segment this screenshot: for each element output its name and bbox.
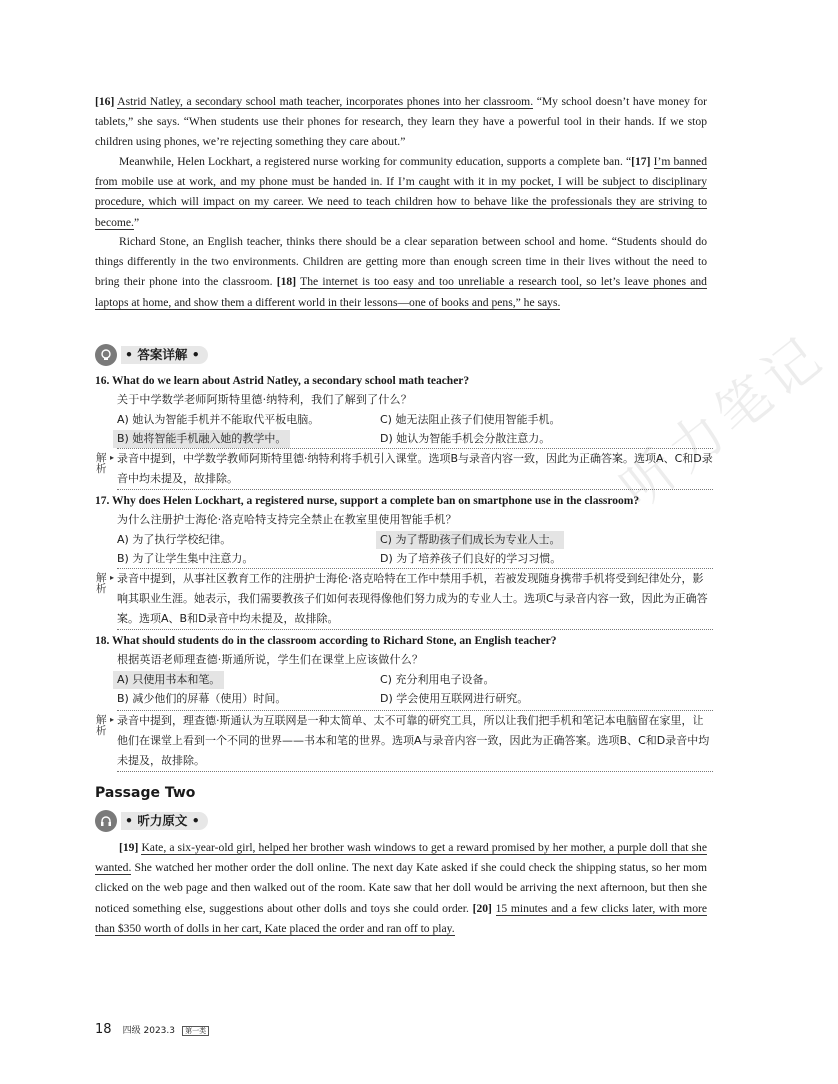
magazine-issue: 四级 2023.3 — [122, 1026, 175, 1036]
explanation-18: 录音中提到，理查德·斯通认为互联网是一种太简单、太不可靠的研究工具，所以让我们把手机和笔记本电脑留在家里，让他们在课堂上看到一个不同的世界——书本和笔的世界。选项A与录音内容一致，因此为正确答案。选项B、C和D录音中均未提及，故排除。 — [117, 710, 713, 772]
underlined-20: 15 minutes and a few clicks later, with more than $350 worth of dolls in her cart, Kate placed the order and ran off to play. — [95, 901, 707, 935]
tag-17: [17] — [631, 155, 651, 168]
q18-option-a: A) 只使用书本和笔。 — [113, 671, 224, 689]
issue-badge: 第一类 — [182, 1026, 209, 1036]
expl-label-18: 解析 — [96, 714, 107, 737]
question-18-zh: 根据英语老师理查德·斯通所说，学生们在课堂上应该做什么？ — [117, 653, 424, 666]
footer — [95, 1018, 209, 1037]
q17-option-c: C) 为了帮助孩子们成长为专业人士。 — [376, 531, 564, 549]
question-16: 16. What do we learn about Astrid Natley, a secondary school math teacher? — [95, 375, 470, 387]
q18-option-b: B) 减少他们的屏幕（使用）时间。 — [117, 692, 287, 705]
answers-header — [95, 344, 208, 366]
arrow-icon: ▸ — [110, 715, 115, 724]
q18-option-d: D) 学会使用互联网进行研究。 — [380, 692, 529, 705]
tag-18: [18] — [276, 275, 297, 289]
tag-19: [19] — [119, 841, 139, 854]
q16-option-b: B) 她将智能手机融入她的教学中。 — [113, 430, 290, 448]
page-number: 18 — [95, 1022, 112, 1037]
question-17: 17. Why does Helen Lockhart, a registered nurse, support a complete ban on smartphone use in the classroom? — [95, 495, 640, 507]
underlined-18: The internet is too easy and too unreliable a research tool, so let’s leave phones and laptops at home, and show them a different world in their lessons—one of books and pens,” he says. — [95, 275, 707, 309]
paragraph-19-20 — [95, 838, 707, 939]
question-17-zh: 为什么注册护士海伦·洛克哈特支持完全禁止在教室里使用智能手机？ — [117, 513, 457, 526]
question-16-zh: 关于中学数学老师阿斯特里德·纳特利，我们了解到了什么？ — [117, 393, 412, 406]
q16-option-d: D) 她认为智能手机会分散注意力。 — [380, 432, 551, 445]
explanation-17: 录音中提到，从事社区教育工作的注册护士海伦·洛克哈特在工作中禁用手机，若被发现随身携带手机将受到纪律处分，影响其职业生涯。她表示，我们需要教孩子们如何表现得像他们努力成为的专业人士。选项C与录音内容一致，因此为正确答案。选项A、B和D录音中均未提及，故排除。 — [117, 568, 713, 630]
q17-option-b: B) 为了让学生集中注意力。 — [117, 552, 254, 565]
transcript-header — [95, 810, 208, 832]
answers-header-label: • 答案详解 • — [121, 346, 208, 364]
text-17-end: ” — [133, 215, 140, 229]
arrow-icon: ▸ — [110, 573, 115, 582]
text-19: She watched her mother order the doll online. The next day Kate asked if she could check the shipping status, so her mom clicked on the web page and then walked out of the room. Kate saw that her doll would be arriving the next afternoon, but then she noticed something else, suggestions about other dolls and toys she could order. — [95, 861, 707, 915]
arrow-icon: ▸ — [110, 453, 115, 462]
underlined-19: Kate, a six-year-old girl, helped her brother wash windows to get a reward promised by her mother, a purple doll that she wanted. — [95, 841, 707, 875]
explanation-16: 录音中提到，中学数学教师阿斯特里德·纳特利将手机引入课堂。选项B与录音内容一致，因此为正确答案。选项A、C和D录音中均未提及，故排除。 — [117, 448, 713, 490]
expl-label-17: 解析 — [96, 572, 107, 595]
underlined-17: I’m banned from mobile use at work, and my phone must be handed in. If I’m caught with it in my pocket, I will be subject to disciplinary procedure, which will impact on my career. We need to teach children how to behave like the professionals they are striving to become. — [95, 155, 707, 229]
paragraph-17 — [95, 152, 707, 233]
paragraph-16 — [95, 92, 707, 153]
text-16: “My school doesn’t have money for tablets,” she says. “When students use their phones for research, they learn they have a powerful tool in their hands. If we stop children using phones, we’re rejecting something they care about.” — [95, 95, 707, 149]
q16-option-c: C) 她无法阻止孩子们使用智能手机。 — [380, 413, 561, 426]
tag-20: [20] — [472, 901, 492, 915]
q16-option-a: A) 她认为智能手机并不能取代平板电脑。 — [117, 413, 320, 426]
q18-option-c: C) 充分利用电子设备。 — [380, 673, 495, 686]
question-18: 18. What should students do in the classroom according to Richard Stone, an English teacher? — [95, 635, 557, 647]
lightbulb-icon — [95, 344, 117, 366]
q17-option-d: D) 为了培养孩子们良好的学习习惯。 — [380, 552, 562, 565]
q17-option-a: A) 为了执行学校纪律。 — [117, 533, 232, 546]
text-18-intro: Richard Stone, an English teacher, thinks there should be a clear separation between school and home. “Students should do things differently in the two environments. Children are getting more than enough screen time in their lives without the need to bring their phone into the classroom. — [95, 235, 707, 289]
underlined-16: Astrid Natley, a secondary school math teacher, incorporates phones into her classroom. — [117, 95, 534, 108]
tag-16: [16] — [95, 95, 115, 108]
transcript-header-label: • 听力原文 • — [121, 812, 208, 830]
headphones-icon — [95, 810, 117, 832]
passage-title: Passage Two — [95, 785, 196, 801]
watermark: 听力笔记 — [608, 322, 837, 521]
text-17-intro: Meanwhile, Helen Lockhart, a registered nurse working for community education, supports a complete ban. “ — [119, 155, 632, 168]
expl-label-16: 解析 — [96, 452, 107, 475]
paragraph-18 — [95, 232, 707, 313]
